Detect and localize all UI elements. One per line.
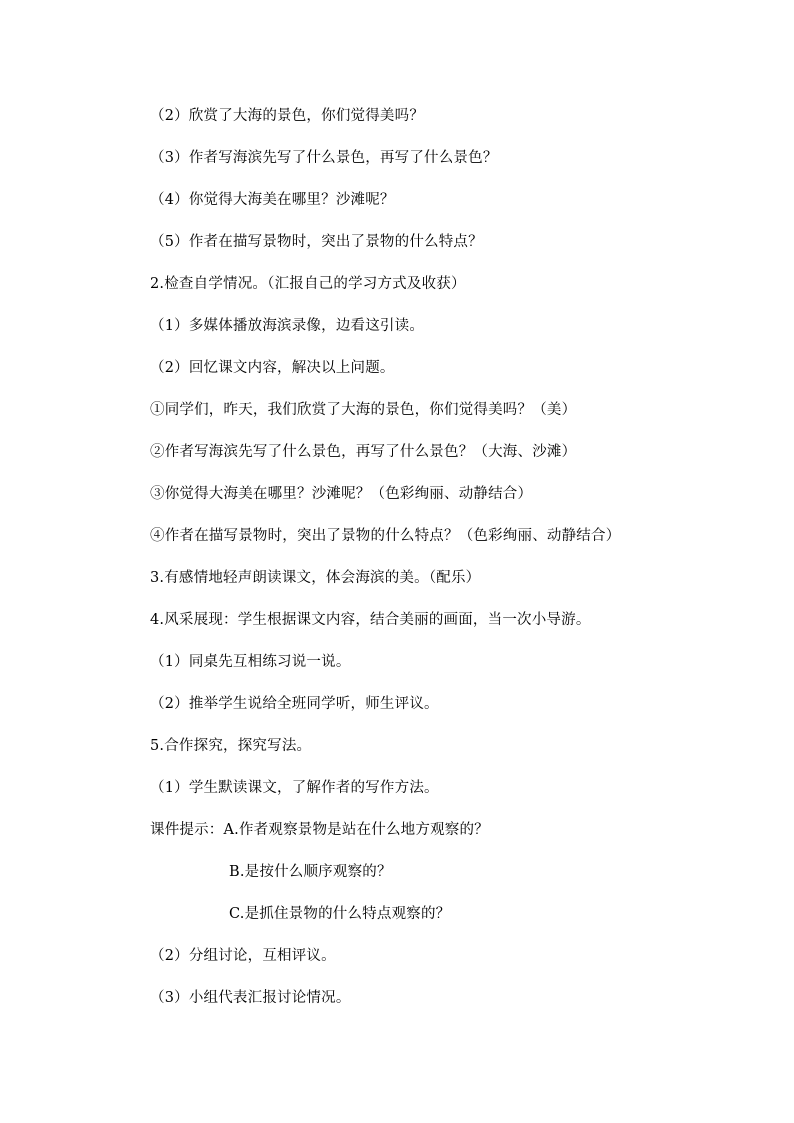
section-heading: 2.检查自学情况。（汇报自己的学习方式及收获）: [150, 276, 466, 292]
paragraph-line: B.是按什么顺序观察的？: [229, 864, 392, 880]
section-heading: 3.有感情地轻声朗读课文，体会海滨的美。（配乐）: [150, 570, 481, 586]
paragraph-line: （5）作者在描写景物时，突出了景物的什么特点？: [150, 234, 483, 250]
paragraph-line: （2）推举学生说给全班同学听，师生评议。: [150, 696, 439, 712]
paragraph-line: ①同学们，昨天，我们欣赏了大海的景色，你们觉得美吗？（美）: [150, 402, 577, 418]
paragraph-line: 课件提示：A.作者观察景物是站在什么地方观察的？: [150, 822, 489, 838]
paragraph-line: ④作者在描写景物时，突出了景物的什么特点？（色彩绚丽、动静结合）: [150, 528, 621, 544]
section-heading: 4.风采展现：学生根据课文内容，结合美丽的画面，当一次小导游。: [150, 612, 591, 628]
paragraph-line: （2）回忆课文内容，解决以上问题。: [150, 360, 395, 376]
paragraph-line: ②作者写海滨先写了什么景色，再写了什么景色？（大海、沙滩）: [150, 444, 577, 460]
paragraph-line: C.是抓住景物的什么特点观察的？: [229, 906, 451, 922]
section-heading: 5.合作探究，探究写法。: [150, 738, 312, 754]
paragraph-line: （2）分组讨论，互相评议。: [150, 948, 336, 964]
paragraph-line: （3）作者写海滨先写了什么景色，再写了什么景色？: [150, 150, 498, 166]
paragraph-line: （3）小组代表汇报讨论情况。: [150, 990, 351, 1006]
paragraph-line: （1）多媒体播放海滨录像，边看这引读。: [150, 318, 425, 334]
paragraph-line: （1）学生默读课文，了解作者的写作方法。: [150, 780, 439, 796]
paragraph-line: ③你觉得大海美在哪里？沙滩呢？（色彩绚丽、动静结合）: [150, 486, 533, 502]
paragraph-line: （2）欣赏了大海的景色，你们觉得美吗？: [150, 108, 425, 124]
paragraph-line: （1）同桌先互相练习说一说。: [150, 654, 351, 670]
paragraph-line: （4）你觉得大海美在哪里？沙滩呢？: [150, 192, 395, 208]
